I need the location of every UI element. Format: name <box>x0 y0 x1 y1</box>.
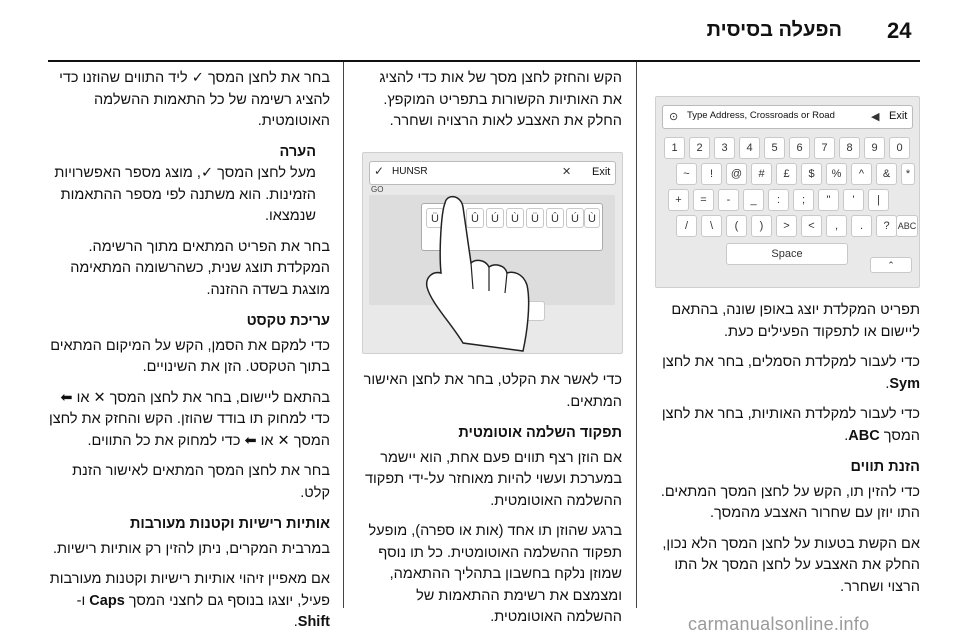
key: 3 <box>714 137 735 159</box>
address-placeholder: Type Address, Crossroads or Road <box>687 110 835 121</box>
note-block <box>48 142 330 228</box>
paragraph: בהתאם ליישום, בחר את לחצן המסך ✕ או ⬅ כדי למחוק תו בודד שהוזן. הקש והחזק את לחצן המסך ✕ או ⬅ כדי למחוק את כל התווים. <box>49 389 330 449</box>
key: & <box>876 163 897 185</box>
note-title: הערה <box>279 143 316 160</box>
page-header <box>0 0 960 60</box>
accent-key: Ú <box>566 208 584 228</box>
paragraph: אם הוזן רצף תווים פעם אחת, הוא יישמר במערכת ועשוי להיות מאוחזר על-ידי תפקוד ההשלמה האוטומטית. <box>364 449 622 509</box>
key: 5 <box>764 137 785 159</box>
key: " <box>818 189 839 211</box>
accent-key: Ü <box>426 208 444 228</box>
input-text: HUNSR <box>392 166 428 177</box>
key: ; <box>793 189 814 211</box>
checkmark-icon: ✓ <box>374 164 385 178</box>
accent-key: Û <box>466 208 484 228</box>
key: 9 <box>864 137 885 159</box>
key: $ <box>801 163 822 185</box>
key: ) <box>751 215 772 237</box>
exit-button: Exit <box>889 110 908 122</box>
section-heading: הזנת תווים <box>850 459 920 475</box>
section-heading: עריכת טקסט <box>246 313 330 329</box>
paragraph: בחר את לחצן המסך המתאים לאישור הזנת קלט. <box>72 463 330 501</box>
key: 6 <box>789 137 810 159</box>
paragraph: כדי להזין תו, הקש על לחצן המסך המתאים. התו יוזן עם שחרור האצבע מהמסך. <box>660 483 920 521</box>
key: £ <box>776 163 797 185</box>
address-input-bar <box>662 105 913 129</box>
accent-key: Û <box>546 208 564 228</box>
left-column-text <box>48 68 330 643</box>
section-heading: אותיות רישיות וקטנות מעורבות <box>129 516 330 532</box>
paragraph: כדי לאשר את הקלט, בחר את לחצן האישור המתאים. <box>363 372 622 410</box>
exit-button: Exit <box>592 166 611 178</box>
middle-column-text <box>360 370 622 638</box>
key: ' <box>843 189 864 211</box>
abc-key: ABC <box>896 215 918 237</box>
right-column-text <box>654 300 920 607</box>
chapter-title: הפעלה בסיסית <box>706 19 842 41</box>
key: ( <box>726 215 747 237</box>
accent-key: Ü <box>526 208 544 228</box>
accent-key: Ù <box>506 208 524 228</box>
paragraph: במרבית המקרים, ניתן להזין רק אותיות רישיות. <box>52 540 330 557</box>
symbol-keyboard-screenshot <box>655 96 920 288</box>
accent-popup-screenshot <box>362 152 623 354</box>
header-rule <box>48 60 920 62</box>
hand-pointer-illustration <box>423 193 533 353</box>
key: ? <box>876 215 897 237</box>
text-input-bar <box>369 161 616 185</box>
column-divider-left <box>343 62 344 608</box>
key: @ <box>726 163 747 185</box>
chevron-up-icon: ⌃ <box>870 257 912 273</box>
paragraph: תפריט המקלדת יוצג באופן שונה, בהתאם ליישום או לתפקוד הפעילים כעת. <box>671 302 920 340</box>
checkmark-icon: ✓ <box>191 70 204 86</box>
accent-key: Ù <box>584 208 600 228</box>
paragraph: כדי למקם את הסמן, הקש על המיקום המתאים בתוך הטקסט. הזן את השינויים. <box>50 337 330 375</box>
key: 1 <box>664 137 685 159</box>
key: ~ <box>676 163 697 185</box>
key: : <box>768 189 789 211</box>
go-label: GO <box>371 185 384 194</box>
middle-column-text-top <box>360 68 622 142</box>
go-icon: ⊙ <box>669 111 679 123</box>
key: + <box>668 189 689 211</box>
back-icon: ◀ <box>871 111 880 123</box>
space-key: Space <box>726 243 848 265</box>
key: % <box>826 163 847 185</box>
paragraph: כדי לעבור למקלדת הסמלים, בחר את לחצן Sym. <box>662 354 920 392</box>
paragraph: בחר את הפריט המתאים מתוך הרשימה. המקלדת תוצג שנית, כשהרשומה המתאימה מוצגת בשדה ההזנה. <box>70 238 330 298</box>
key: 0 <box>889 137 910 159</box>
key: * <box>901 163 915 185</box>
key: | <box>868 189 889 211</box>
paragraph: אם מאפיין זיהוי אותיות רישיות וקטנות מעורבות פעיל, יוצגו בנוסף גם לחצני המסך Caps ו-Shift. <box>49 571 330 630</box>
key: , <box>826 215 847 237</box>
key: \ <box>701 215 722 237</box>
key: ! <box>701 163 722 185</box>
section-heading: תפקוד השלמה אוטומטית <box>458 425 622 441</box>
key: 7 <box>814 137 835 159</box>
page-number: 24 <box>887 18 912 43</box>
column-divider-right <box>636 62 637 608</box>
close-icon: ✕ <box>562 166 572 178</box>
paragraph: ברגע שהוזן תו אחד (אות או ספרה), מופעל תפקוד ההשלמה האוטומטית. כל תו נוסף שמוזן נלקח בחשבון בתהליך ההתאמה, ומצמצם את רשימת ההתאמות של ההשלמה האוטומטית. <box>368 523 622 625</box>
key: > <box>776 215 797 237</box>
key: 2 <box>689 137 710 159</box>
watermark: carmanualsonline.info <box>688 614 870 634</box>
paragraph: כדי לעבור למקלדת האותיות, בחר את לחצן המסך ABC. <box>661 406 920 444</box>
key: . <box>851 215 872 237</box>
accent-key: Ú <box>486 208 504 228</box>
paragraph: הקש והחזק לחצן מסך של אות כדי להציג את האותיות הקשורות בתפריט המוקפץ. החלק את האצבע לאות הרצויה ושחרר. <box>379 70 622 129</box>
key: / <box>676 215 697 237</box>
key: # <box>751 163 772 185</box>
key: _ <box>743 189 764 211</box>
key: 4 <box>739 137 760 159</box>
key: < <box>801 215 822 237</box>
paragraph: בחר את לחצן המסך ✓ ליד התווים שהוזנו כדי להציג רשימה של כל התאמות ההשלמה האוטומטית. <box>59 70 330 129</box>
note-text: מעל לחצן המסך ✓, מוצג מספר האפשרויות הזמינות. הוא משתנה לפי מספר ההתאמות שנמצאו. <box>54 165 316 224</box>
checkmark-icon: ✓ <box>200 165 214 181</box>
key: 8 <box>839 137 860 159</box>
key: - <box>718 189 739 211</box>
key: ^ <box>851 163 872 185</box>
paragraph: אם הקשת בטעות על לחצן המסך הלא נכון, החלק את האצבע על לחצן המסך אל התו הרצוי ושחרר. <box>662 535 920 595</box>
key: = <box>693 189 714 211</box>
